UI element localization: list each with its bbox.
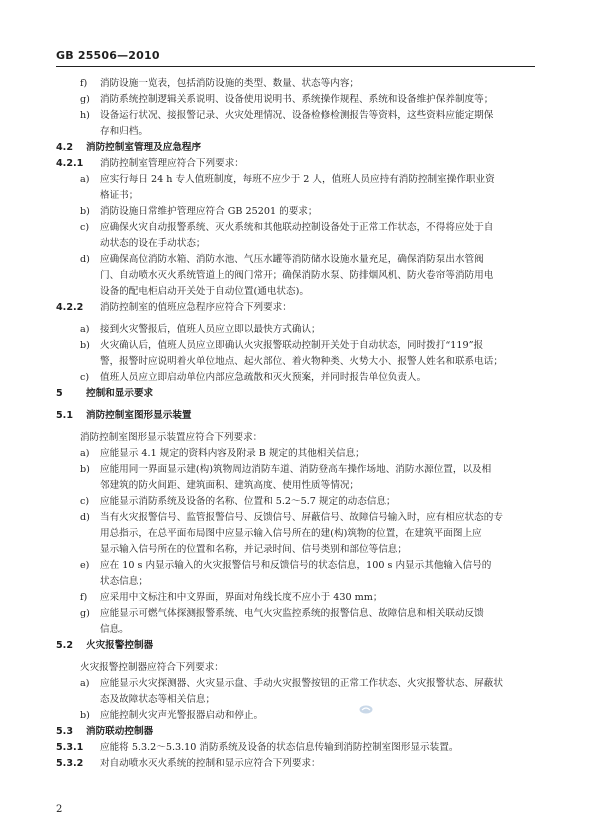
list-item-marker: b) bbox=[80, 464, 90, 475]
list-item-text: 应采用中文标注和中文界面，界面对角线长度不应小于 430 mm； bbox=[100, 592, 383, 603]
list-item-continuation bbox=[0, 542, 591, 558]
list-item-marker: b) bbox=[80, 710, 90, 721]
list-item-text: 应能显示 4.1 规定的资料内容及附录 B 规定的其他相关信息； bbox=[100, 448, 365, 459]
clause-number: 5.3.2 bbox=[56, 758, 84, 769]
clause bbox=[0, 156, 591, 172]
list-item-continuation bbox=[0, 526, 591, 542]
paragraph-text: 存和归档。 bbox=[100, 126, 148, 137]
list-item bbox=[0, 462, 591, 478]
list-item-continuation bbox=[0, 478, 591, 494]
list-item-continuation bbox=[0, 236, 591, 252]
lead-paragraph bbox=[0, 430, 591, 446]
list-item-continuation bbox=[0, 692, 591, 708]
list-item bbox=[0, 220, 591, 236]
list-item-text: 消防设施日常维护管理应符合 GB 25201 的要求； bbox=[100, 206, 318, 217]
paragraph-text: 消防控制室图形显示装置应符合下列要求： bbox=[80, 432, 263, 443]
document-body bbox=[0, 76, 591, 772]
section-heading bbox=[0, 638, 591, 660]
list-item-marker: g) bbox=[80, 608, 90, 619]
list-item bbox=[0, 446, 591, 462]
list-item bbox=[0, 204, 591, 220]
section-heading bbox=[0, 724, 591, 740]
list-item-text: 应能显示消防系统及设备的名称、位置和 5.2～5.7 规定的动态信息； bbox=[100, 496, 396, 507]
clause bbox=[0, 300, 591, 322]
clause-text: 应能将 5.3.2～5.3.10 消防系统及设备的状态信息传输到消防控制室图形显示装置。 bbox=[100, 742, 459, 753]
clause-text: 消防控制室管理应符合下列要求： bbox=[100, 158, 244, 169]
list-item bbox=[0, 558, 591, 574]
paragraph-text: 门、自动喷水灭火系统管道上的阀门常开；确保消防水泵、防排烟风机、防火卷帘等消防用电 bbox=[100, 270, 494, 281]
list-item bbox=[0, 606, 591, 622]
list-item-marker: c) bbox=[80, 372, 90, 383]
list-item-marker: c) bbox=[80, 222, 90, 233]
list-item-marker: a) bbox=[80, 678, 90, 689]
section-title: 火灾报警控制器 bbox=[86, 640, 154, 651]
list-item-marker: f) bbox=[80, 78, 88, 89]
clause bbox=[0, 740, 591, 756]
list-item bbox=[0, 370, 591, 386]
paragraph-text: 用总指示，在总平面布局图中应显示输入信号所在的建(构)筑物的位置，在建筑平面图上应 bbox=[100, 528, 482, 539]
lead-paragraph bbox=[0, 660, 591, 676]
list-item bbox=[0, 510, 591, 526]
section-heading bbox=[0, 386, 591, 408]
watermark-logo-icon bbox=[359, 705, 373, 714]
list-item-marker: a) bbox=[80, 324, 90, 335]
list-item-text: 应在 10 s 内显示输入的火灾报警信号和反馈信号的状态信息，100 s 内显示其他输入信号的 bbox=[100, 560, 492, 571]
list-item-text: 火灾确认后，值班人员应立即确认火灾报警联动控制开关处于自动状态，同时拨打“119”报 bbox=[100, 340, 484, 351]
list-item-continuation bbox=[0, 124, 591, 140]
list-item bbox=[0, 494, 591, 510]
list-item-text: 应能用同一界面显示建(构)筑物周边消防车道、消防登高车操作场地、消防水源位置，以及相 bbox=[100, 464, 492, 475]
list-item bbox=[0, 676, 591, 692]
list-item-marker: d) bbox=[80, 254, 90, 265]
list-item-text: 当有火灾报警信号、监管报警信号、反馈信号、屏蔽信号、故障信号输入时，应有相应状态的专 bbox=[100, 512, 503, 523]
clause-text: 对自动喷水灭火系统的控制和显示应符合下列要求： bbox=[100, 758, 321, 769]
list-item-marker: a) bbox=[80, 448, 90, 459]
clause-text: 消防控制室的值班应急程序应符合下列要求： bbox=[100, 302, 292, 313]
section-title: 控制和显示要求 bbox=[86, 388, 154, 399]
list-item bbox=[0, 338, 591, 354]
list-item-text: 设备运行状况、接报警记录、火灾处理情况、设备检修检测报告等资料，这些资料应能定期保 bbox=[100, 110, 494, 121]
list-item-text: 值班人员应立即启动单位内部应急疏散和灭火预案，并同时报告单位负责人。 bbox=[100, 372, 427, 383]
header-rule bbox=[56, 66, 535, 67]
section-number: 5.3 bbox=[56, 726, 73, 737]
section-title: 消防控制室图形显示装置 bbox=[86, 410, 192, 421]
list-item-text: 应能显示可燃气体探测报警系统、电气火灾监控系统的报警信息、故障信息和相关联动反馈 bbox=[100, 608, 484, 619]
list-item bbox=[0, 76, 591, 92]
list-item bbox=[0, 322, 591, 338]
paragraph-text: 信息。 bbox=[100, 624, 129, 635]
standard-code: GB 25506—2010 bbox=[56, 49, 160, 62]
list-item-text: 消防系统控制逻辑关系说明、设备使用说明书、系统操作规程、系统和设备维护保养制度等； bbox=[100, 94, 494, 105]
section-title: 消防控制室管理及应急程序 bbox=[86, 142, 202, 153]
list-item-continuation bbox=[0, 574, 591, 590]
list-item-text: 接到火灾警报后，值班人员应立即以最快方式确认； bbox=[100, 324, 321, 335]
list-item-continuation bbox=[0, 268, 591, 284]
list-item-marker: c) bbox=[80, 496, 90, 507]
list-item bbox=[0, 708, 591, 724]
list-item-continuation bbox=[0, 354, 591, 370]
list-item-text: 应能控制火灾声光警报器启动和停止。 bbox=[100, 710, 264, 721]
list-item-marker: f) bbox=[80, 592, 88, 603]
clause-number: 4.2.2 bbox=[56, 302, 84, 313]
list-item-marker: h) bbox=[80, 110, 90, 121]
list-item-continuation bbox=[0, 622, 591, 638]
paragraph-text: 状态信息； bbox=[100, 576, 148, 587]
paragraph-text: 显示输入信号所在的位置和名称，并记录时间、信号类别和部位等信息； bbox=[100, 544, 407, 555]
page-number: 2 bbox=[56, 804, 63, 815]
list-item-continuation bbox=[0, 188, 591, 204]
section-number: 5.2 bbox=[56, 640, 73, 651]
list-item-marker: b) bbox=[80, 206, 90, 217]
clause-number: 4.2.1 bbox=[56, 158, 84, 169]
paragraph-text: 火灾报警控制器应符合下列要求： bbox=[80, 662, 224, 673]
list-item bbox=[0, 252, 591, 268]
section-number: 4.2 bbox=[56, 142, 73, 153]
section-number: 5 bbox=[56, 388, 63, 399]
paragraph-text: 警，报警时应说明着火单位地点、起火部位、着火物种类、火势大小、报警人姓名和联系电话； bbox=[100, 356, 503, 367]
list-item-text: 应确保高位消防水箱、消防水池、气压水罐等消防储水设施水量充足，确保消防泵出水管阀 bbox=[100, 254, 484, 265]
list-item-continuation bbox=[0, 284, 591, 300]
list-item bbox=[0, 590, 591, 606]
list-item-marker: b) bbox=[80, 340, 90, 351]
paragraph-text: 态及故障状态等相关信息； bbox=[100, 694, 216, 705]
list-item bbox=[0, 172, 591, 188]
list-item bbox=[0, 108, 591, 124]
list-item-marker: d) bbox=[80, 512, 90, 523]
paragraph-text: 设备的配电柜启动开关处于自动位置(通电状态)。 bbox=[100, 286, 309, 297]
list-item-marker: a) bbox=[80, 174, 90, 185]
list-item bbox=[0, 92, 591, 108]
section-title: 消防联动控制器 bbox=[86, 726, 154, 737]
section-heading bbox=[0, 140, 591, 156]
list-item-marker: g) bbox=[80, 94, 90, 105]
paragraph-text: 动状态的设在手动状态； bbox=[100, 238, 206, 249]
paragraph-text: 格证书； bbox=[100, 190, 139, 201]
list-item-marker: e) bbox=[80, 560, 90, 571]
clause-number: 5.3.1 bbox=[56, 742, 84, 753]
list-item-text: 应实行每日 24 h 专人值班制度，每班不应少于 2 人，值班人员应持有消防控制室操作职业资 bbox=[100, 174, 495, 185]
clause bbox=[0, 756, 591, 772]
section-heading bbox=[0, 408, 591, 430]
list-item-text: 消防设施一览表，包括消防设施的类型、数量、状态等内容； bbox=[100, 78, 360, 89]
section-number: 5.1 bbox=[56, 410, 73, 421]
list-item-text: 应确保火灾自动报警系统、灭火系统和其他联动控制设备处于正常工作状态，不得将应处于自 bbox=[100, 222, 494, 233]
paragraph-text: 邻建筑的防火间距、建筑面积、建筑高度、使用性质等情况； bbox=[100, 480, 360, 491]
list-item-text: 应能显示火灾探测器、火灾显示盘、手动火灾报警按钮的正常工作状态、火灾报警状态、屏蔽状 bbox=[100, 678, 503, 689]
